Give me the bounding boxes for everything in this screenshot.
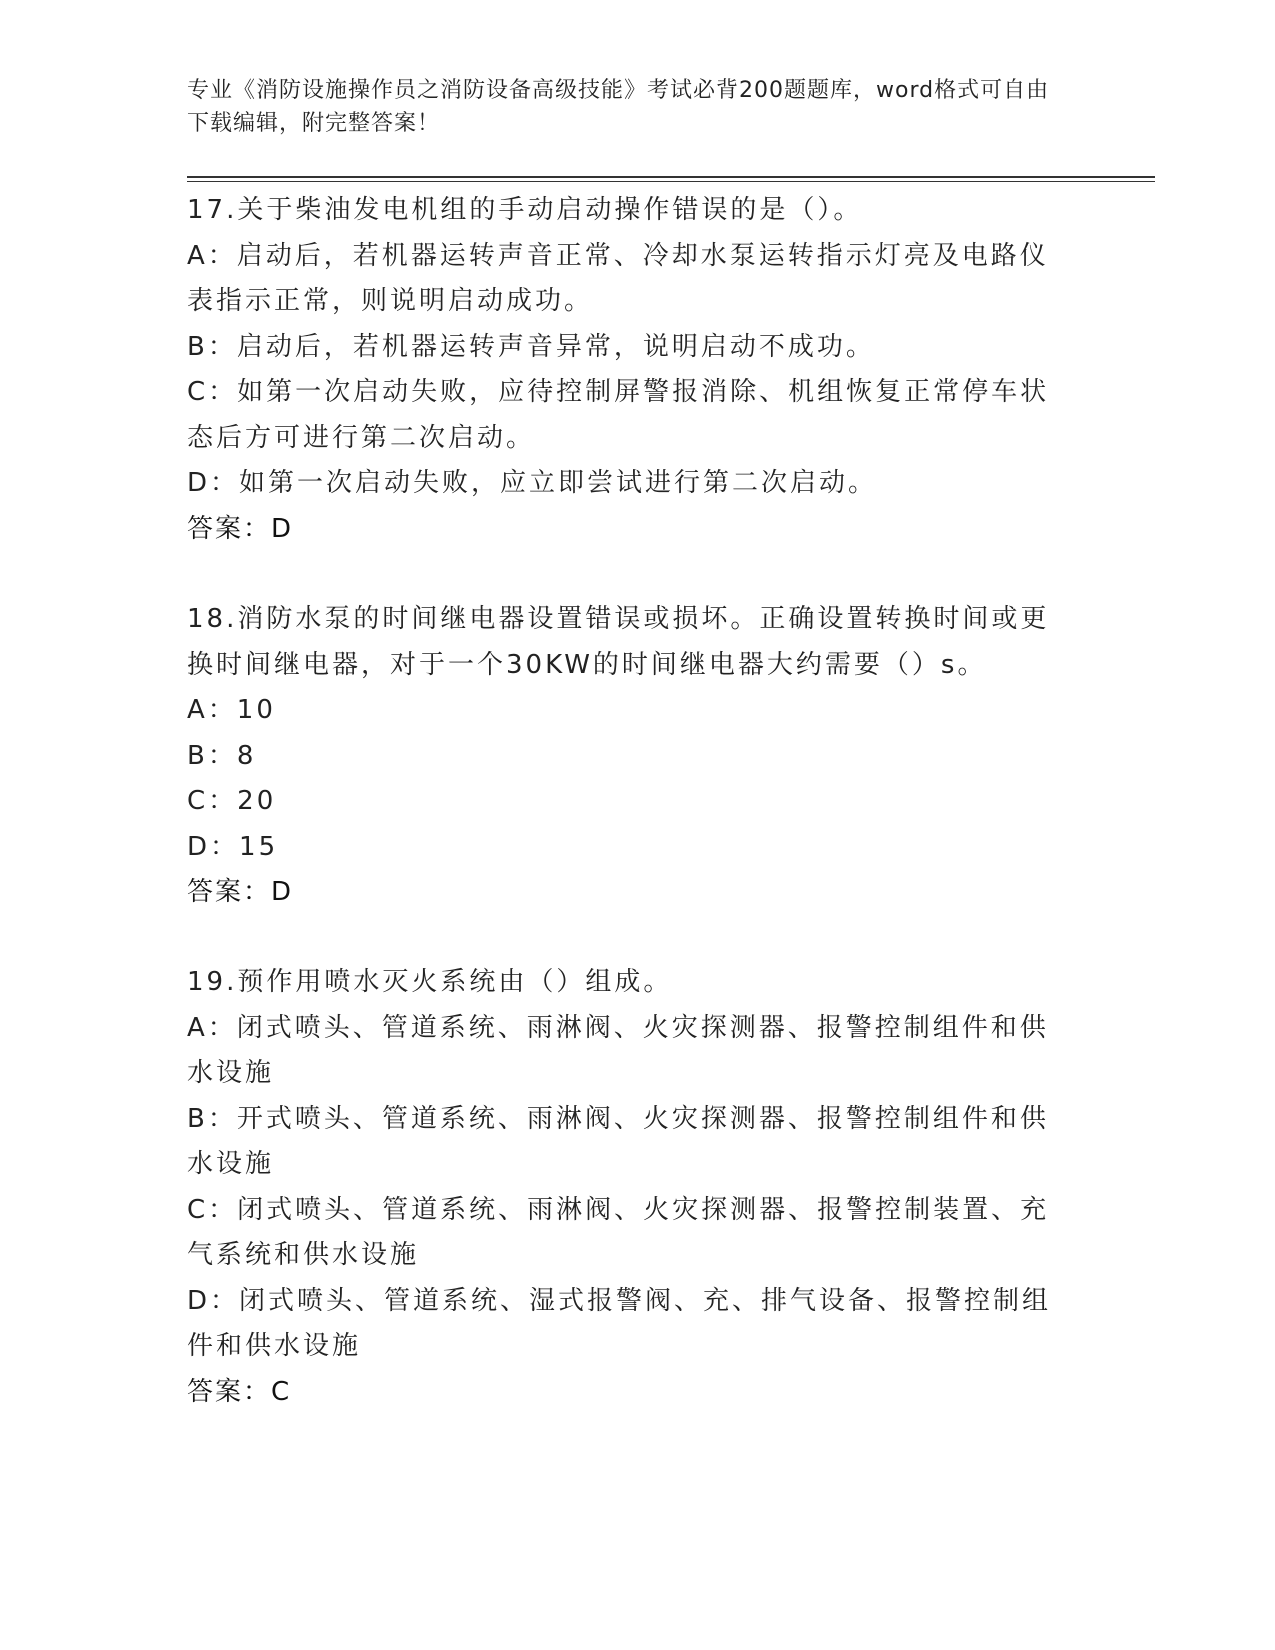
- option-a: A：闭式喷头、管道系统、雨淋阀、火灾探测器、报警控制组件和供水设施: [187, 1012, 1049, 1088]
- answer-line: 答案：C: [187, 1376, 292, 1407]
- question-stem: 17.关于柴油发电机组的手动启动操作错误的是（）。: [187, 195, 863, 225]
- question-stem: 18.消防水泵的时间继电器设置错误或损坏。正确设置转换时间或更换时间继电器，对于一个30KW的时间继电器大约需要（）s。: [187, 604, 1050, 680]
- option-a: A：启动后，若机器运转声音正常、冷却水泵运转指示灯亮及电路仪表指示正常，则说明启动成功。: [187, 240, 1049, 316]
- option-b: B：8: [187, 740, 257, 771]
- question-stem: 19.预作用喷水灭火系统由（）组成。: [187, 967, 673, 997]
- option-c: C：如第一次启动失败，应待控制屏警报消除、机组恢复正常停车状态后方可进行第二次启动。: [187, 377, 1050, 453]
- option-d: D：15: [187, 831, 279, 862]
- option-c: C：20: [187, 786, 277, 816]
- document-header: 专业《消防设施操作员之消防设备高级技能》考试必背200题题库，word格式可自由下载编辑，附完整答案！: [187, 78, 1050, 136]
- header-divider-thick: [187, 176, 1155, 178]
- option-a: A：10: [187, 695, 276, 725]
- question-17: [187, 188, 1067, 552]
- header-divider-thin: [187, 181, 1155, 182]
- question-18: [187, 597, 1067, 916]
- answer-line: 答案：D: [187, 877, 294, 907]
- option-d: D：如第一次启动失败，应立即尝试进行第二次启动。: [187, 468, 878, 498]
- option-b: B：启动后，若机器运转声音异常，说明启动不成功。: [187, 331, 875, 362]
- option-b: B：开式喷头、管道系统、雨淋阀、火灾探测器、报警控制组件和供水设施: [187, 1103, 1049, 1179]
- answer-line: 答案：D: [187, 513, 294, 544]
- question-19: [187, 960, 1067, 1415]
- option-c: C：闭式喷头、管道系统、雨淋阀、火灾探测器、报警控制装置、充气系统和供水设施: [187, 1194, 1050, 1270]
- option-d: D：闭式喷头、管道系统、湿式报警阀、充、排气设备、报警控制组件和供水设施: [187, 1285, 1052, 1361]
